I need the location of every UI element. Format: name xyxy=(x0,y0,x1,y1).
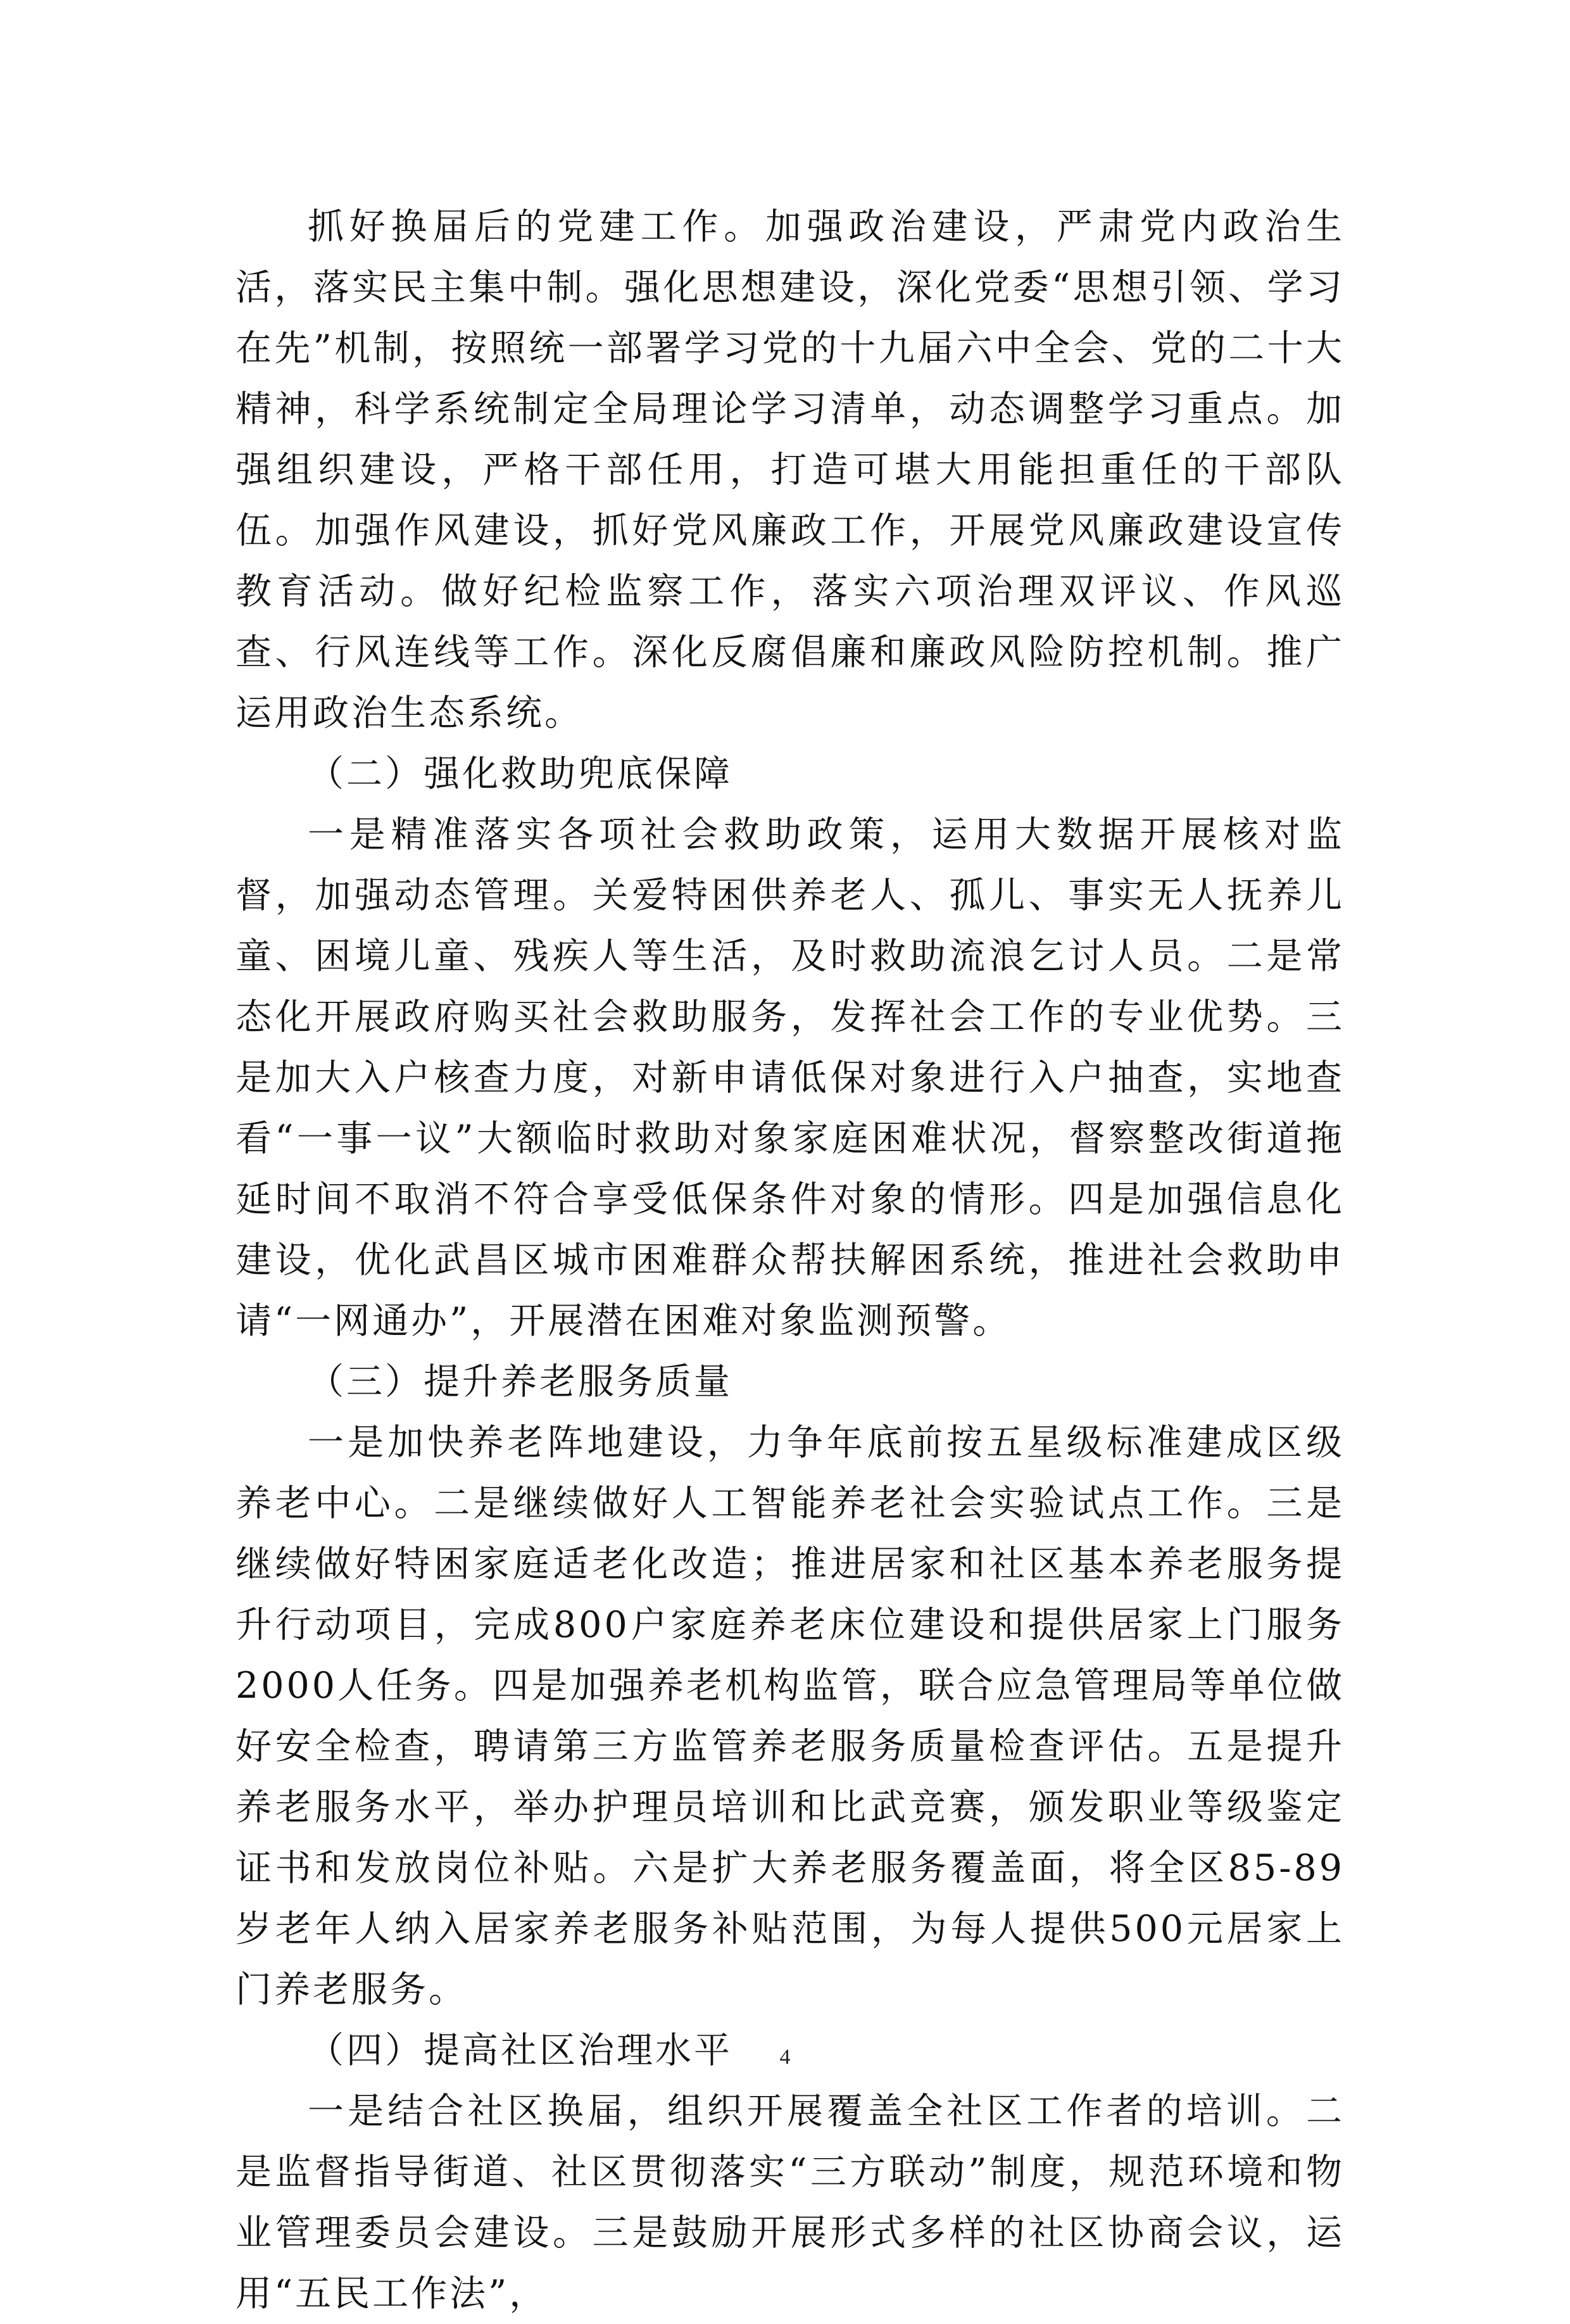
paragraph-elderly-care: 一是加快养老阵地建设，力争年底前按五星级标准建成区级养老中心。二是继续做好人工智能养老社会实验试点工作。三是继续做好特困家庭适老化改造；推进居家和社区基本养老服务提升行动项目，完成800户家庭养老床位建设和提供居家上门服务2000人任务。四是加强养老机构监管，联合应急管理局等单位做好安全检查，聘请第三方监管养老服务质量检查评估。五是提升养老服务水平，举办护理员培训和比武竞赛，颁发职业等级鉴定证书和发放岗位补贴。六是扩大养老服务覆盖面，将全区85-89岁老年人纳入居家养老服务补贴范围，为每人提供500元居家上门养老服务。 xyxy=(236,1422,1345,2011)
section-heading-2: （二）强化救助兜底保障 xyxy=(308,753,732,795)
page-number: 4 xyxy=(779,2045,791,2069)
section-heading-4: （四）提高社区治理水平 xyxy=(308,2030,732,2071)
paragraph-social-assistance: 一是精准落实各项社会救助政策，运用大数据开展核对监督，加强动态管理。关爱特困供养老人、孤儿、事实无人抚养儿童、困境儿童、残疾人等生活，及时救助流浪乞讨人员。二是常态化开展政府购买社会救助服务，发挥社会工作的专业优势。三是加大入户核查力度，对新申请低保对象进行入户抽查，实地查看“一事一议”大额临时救助对象家庭困难状况，督察整改街道拖延时间不取消不符合享受低保条件对象的情形。四是加强信息化建设，优化武昌区城市困难群众帮扶解困系统，推进社会救助申请“一网通办”，开展潜在困难对象监测预警。 xyxy=(236,814,1345,1342)
paragraph-community-governance: 一是结合社区换届，组织开展覆盖全社区工作者的培训。二是监督指导街道、社区贯彻落实“三方联动”制度，规范环境和物业管理委员会建设。三是鼓励开展形式多样的社区协商会议，运用“五民工作法”， xyxy=(236,2090,1345,2315)
paragraph-party-building: 抓好换届后的党建工作。加强政治建设，严肃党内政治生活，落实民主集中制。强化思想建设，深化党委“思想引领、学习在先”机制，按照统一部署学习党的十九届六中全会、党的二十大精神，科学系统制定全局理论学习清单，动态调整学习重点。加强组织建设，严格干部任用，打造可堪大用能担重任的干部队伍。加强作风建设，抓好党风廉政工作，开展党风廉政建设宣传教育活动。做好纪检监察工作，落实六项治理双评议、作风巡查、行风连线等工作。深化反腐倡廉和廉政风险防控机制。推广运用政治生态系统。 xyxy=(236,206,1345,734)
section-heading-3: （三）提升养老服务质量 xyxy=(308,1361,732,1403)
document-body xyxy=(236,196,1345,2324)
